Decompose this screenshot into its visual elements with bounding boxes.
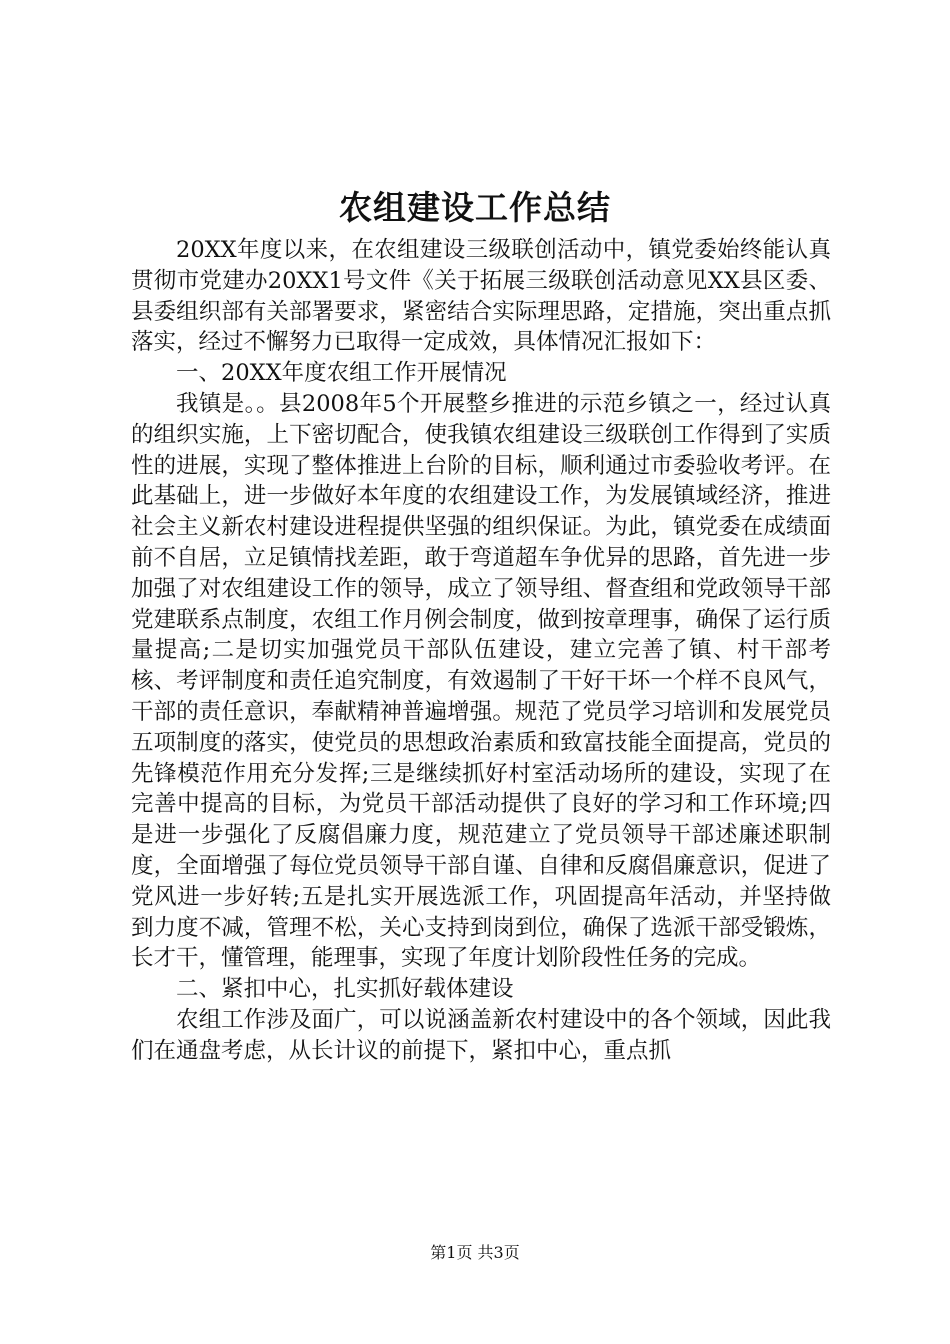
document-body — [131, 235, 831, 1067]
paragraph-section-1: 我镇是。。县2008年5个开展整乡推进的示范乡镇之一，经过认真的组织实施，上下密切配合，使我镇农组建设三级联创工作得到了实质性的进展，实现了整体推进上台阶的目标，顺利通过市委验收考评。在此基础上，进一步做好本年度的农组建设工作，为发展镇域经济，推进社会主义新农村建设进程提供坚强的组织保证。为此，镇党委在成绩面前不自居，立足镇情找差距，敢于弯道超车争优异的思路，首先进一步加强了对农组建设工作的领导，成立了领导组、督查组和党政领导干部党建联系点制度，农组工作月例会制度，做到按章理事，确保了运行质量提高;二是切实加强党员干部队伍建设，建立完善了镇、村干部考核、考评制度和责任追究制度，有效遏制了干好干坏一个样不良风气，干部的责任意识，奉献精神普遍增强。规范了党员学习培训和发展党员五项制度的落实，使党员的思想政治素质和致富技能全面提高，党员的先锋模范作用充分发挥;三是继续抓好村室活动场所的建设，实现了在完善中提高的目标，为党员干部活动提供了良好的学习和工作环境;四是进一步强化了反腐倡廉力度，规范建立了党员领导干部述廉述职制度，全面增强了每位党员领导干部自谨、自律和反腐倡廉意识，促进了党风进一步好转;五是扎实开展选派工作，巩固提高年活动，并坚持做到力度不减，管理不松，关心支持到岗到位，确保了选派干部受锻炼，长才干，懂管理，能理事，实现了年度计划阶段性任务的完成。 — [131, 390, 831, 972]
paragraph-section-2: 农组工作涉及面广，可以说涵盖新农村建设中的各个领域，因此我们在通盘考虑，从长计议的前提下，紧扣中心，重点抓 — [131, 1006, 831, 1064]
section-heading-2: 二、紧扣中心，扎实抓好载体建设 — [176, 976, 514, 1003]
section-heading-1: 一、20XX年度农组工作开展情况 — [176, 360, 507, 387]
document-title: 农组建设工作总结 — [339, 188, 611, 227]
paragraph-intro: 20XX年度以来，在农组建设三级联创活动中，镇党委始终能认真贯彻市党建办20XX1号文件《关于拓展三级联创活动意见XX县区委、县委组织部有关部署要求，紧密结合实际理思路，定措施，突出重点抓落实，经过不懈努力已取得一定成效，具体情况汇报如下： — [131, 237, 831, 356]
page-number-footer: 第1页 共3页 — [430, 1243, 520, 1262]
